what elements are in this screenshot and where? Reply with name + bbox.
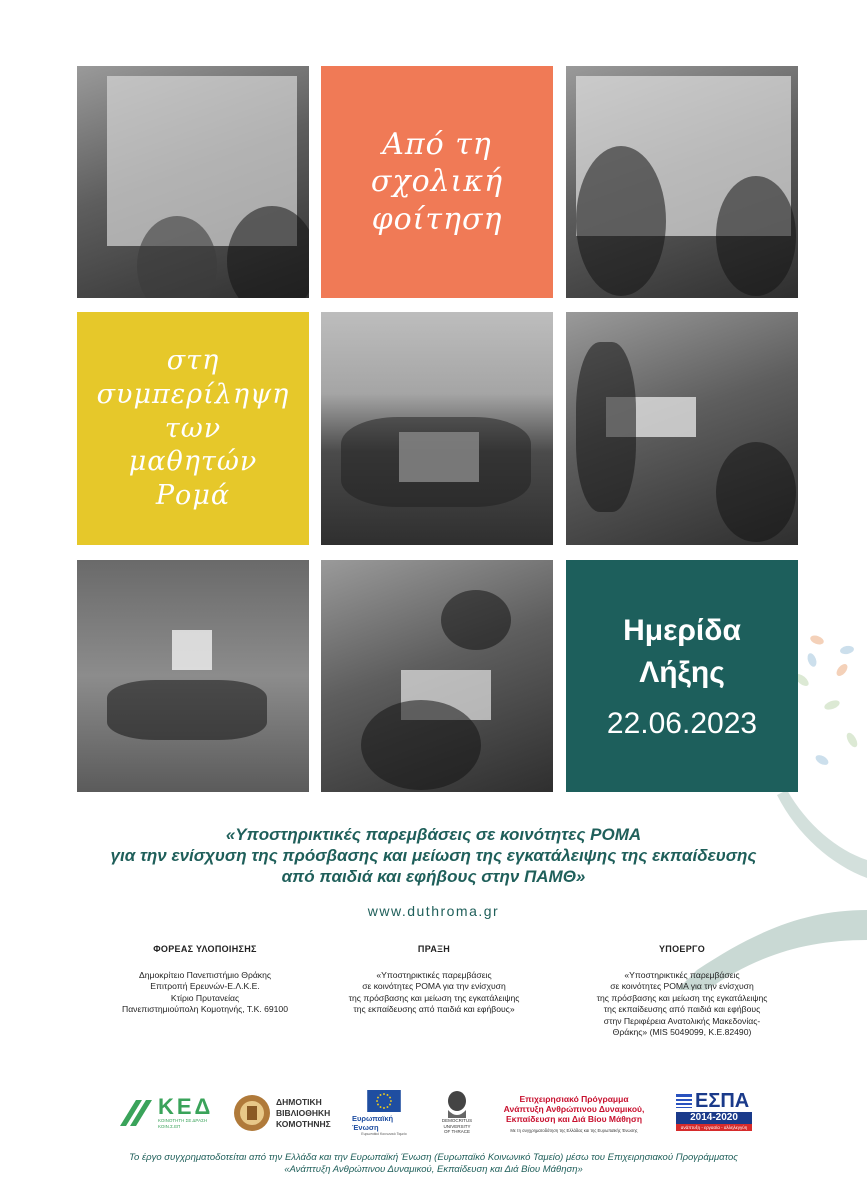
operational-program-logo: Επιχειρησιακό Πρόγραμμα Ανάπτυξη Ανθρώπινου Δυναμικού, Εκπαίδευση και Διά Βίου Μάθηση Με τη συγχρηματοδότηση της Ελλάδας και της Ευρωπαϊκής Ένωσης	[503, 1093, 645, 1133]
duth-logo: DEMOCRITUS UNIVERSITY OF THRACE	[437, 1090, 477, 1136]
eu-logo: Ευρωπαϊκή Ένωση Ευρωπαϊκό Κοινωνικό Ταμείο	[352, 1090, 416, 1136]
column-ypoergo: ΥΠΟΕΡΓΟ «Υποστηρικτικές παρεμβάσεις σε κοινότητες ΡΟΜΑ για την ενίσχυση της πρόσβασης και μείωση της εγκατάλειψης της εκπαίδευσης από παιδιά και εφήβους στην Περιφέρεια Ανατολικής Μακεδονίας- Θράκης» (MIS 5049099, Κ.Ε.82490)	[557, 944, 807, 1039]
orange-tile	[321, 66, 553, 298]
event-title-line1: Ημερίδα	[623, 614, 741, 647]
funding-footer: Το έργο συγχρηματοδοτείται από την Ελλάδα και την Ευρωπαϊκή Ένωση (Ευρωπαϊκό Κοινωνικό Ταμείο) μέσω του Επιχειρησιακού Προγράμματος «Ανάπτυξη Ανθρώπινου Δυναμικού, Εκπαίδευση και Διά Βίου Μάθηση»	[129, 1152, 738, 1175]
column-praxi-heading: ΠΡΑΞΗ	[417, 944, 451, 954]
column-foreas-heading: ΦΟΡΕΑΣ ΥΛΟΠΟΙΗΣΗΣ	[153, 944, 257, 954]
library-logo: ΔΗΜΟΤΙΚΗ ΒΙΒΛΙΟΘΗΚΗ ΚΟΜΟΤΗΝΗΣ	[233, 1090, 343, 1136]
teal-event-tile	[566, 560, 798, 792]
espa-logo: ΕΣΠΑ 2014-2020 ανάπτυξη - εργασία - αλληλεγγύη	[676, 1090, 752, 1136]
yellow-tile	[77, 312, 309, 545]
orange-tile-text: Από τη σχολική φοίτηση	[370, 126, 504, 237]
event-date: 22.06.2023	[606, 707, 758, 740]
column-ypoergo-heading: ΥΠΟΕΡΓΟ	[658, 944, 706, 954]
project-title: «Υποστηρικτικές παρεμβάσεις σε κοινότητες ΡΟΜΑ για την ενίσχυση της πρόσβασης και μείωση της εγκατάλειψης της εκπαίδευσης από παιδιά και εφήβους στην ΠΑΜΘ»	[110, 825, 757, 886]
ked-icon	[118, 1096, 154, 1130]
photo-museum-group	[77, 560, 309, 792]
espa-flag-icon	[676, 1094, 692, 1108]
democritus-head-icon	[444, 1090, 470, 1118]
website-link[interactable]: www.duthroma.gr	[367, 903, 500, 919]
photo-children-writing-wall	[77, 66, 309, 298]
photo-group-outdoor-banner	[321, 312, 553, 545]
yellow-tile-text: στη συμπερίληψη των μαθητών Ρομά	[96, 345, 290, 512]
column-foreas: ΦΟΡΕΑΣ ΥΛΟΠΟΙΗΣΗΣ Δημοκρίτειο Πανεπιστήμιο Θράκης Επιτροπή Ερευνών-Ε.Λ.Κ.Ε. Κτίριο Πρυτανείας Πανεπιστημιούπολη Κομοτηνής, Τ.Κ. 69100	[80, 944, 330, 1016]
photo-children-floor-activity	[321, 560, 553, 792]
library-seal-icon	[233, 1094, 271, 1132]
eu-flag-icon	[355, 1090, 413, 1112]
photo-classroom-drawing	[566, 66, 798, 298]
event-title-line2: Λήξης	[639, 656, 725, 689]
column-praxi: ΠΡΑΞΗ «Υποστηρικτικές παρεμβάσεις σε κοινότητες ΡΟΜΑ για την ενίσχυση της πρόσβασης και μείωση της εγκατάλειψης της εκπαίδευσης από παιδιά και εφήβους»	[309, 944, 559, 1016]
photo-storytelling-indoor	[566, 312, 798, 545]
ked-logo: ΚΕΔ ΚΟΙΝΟΤΗΤΗ ΣΕ ΔΡΑΣΗ ΚΟΙΝ.Σ.ΕΠ	[118, 1090, 228, 1136]
